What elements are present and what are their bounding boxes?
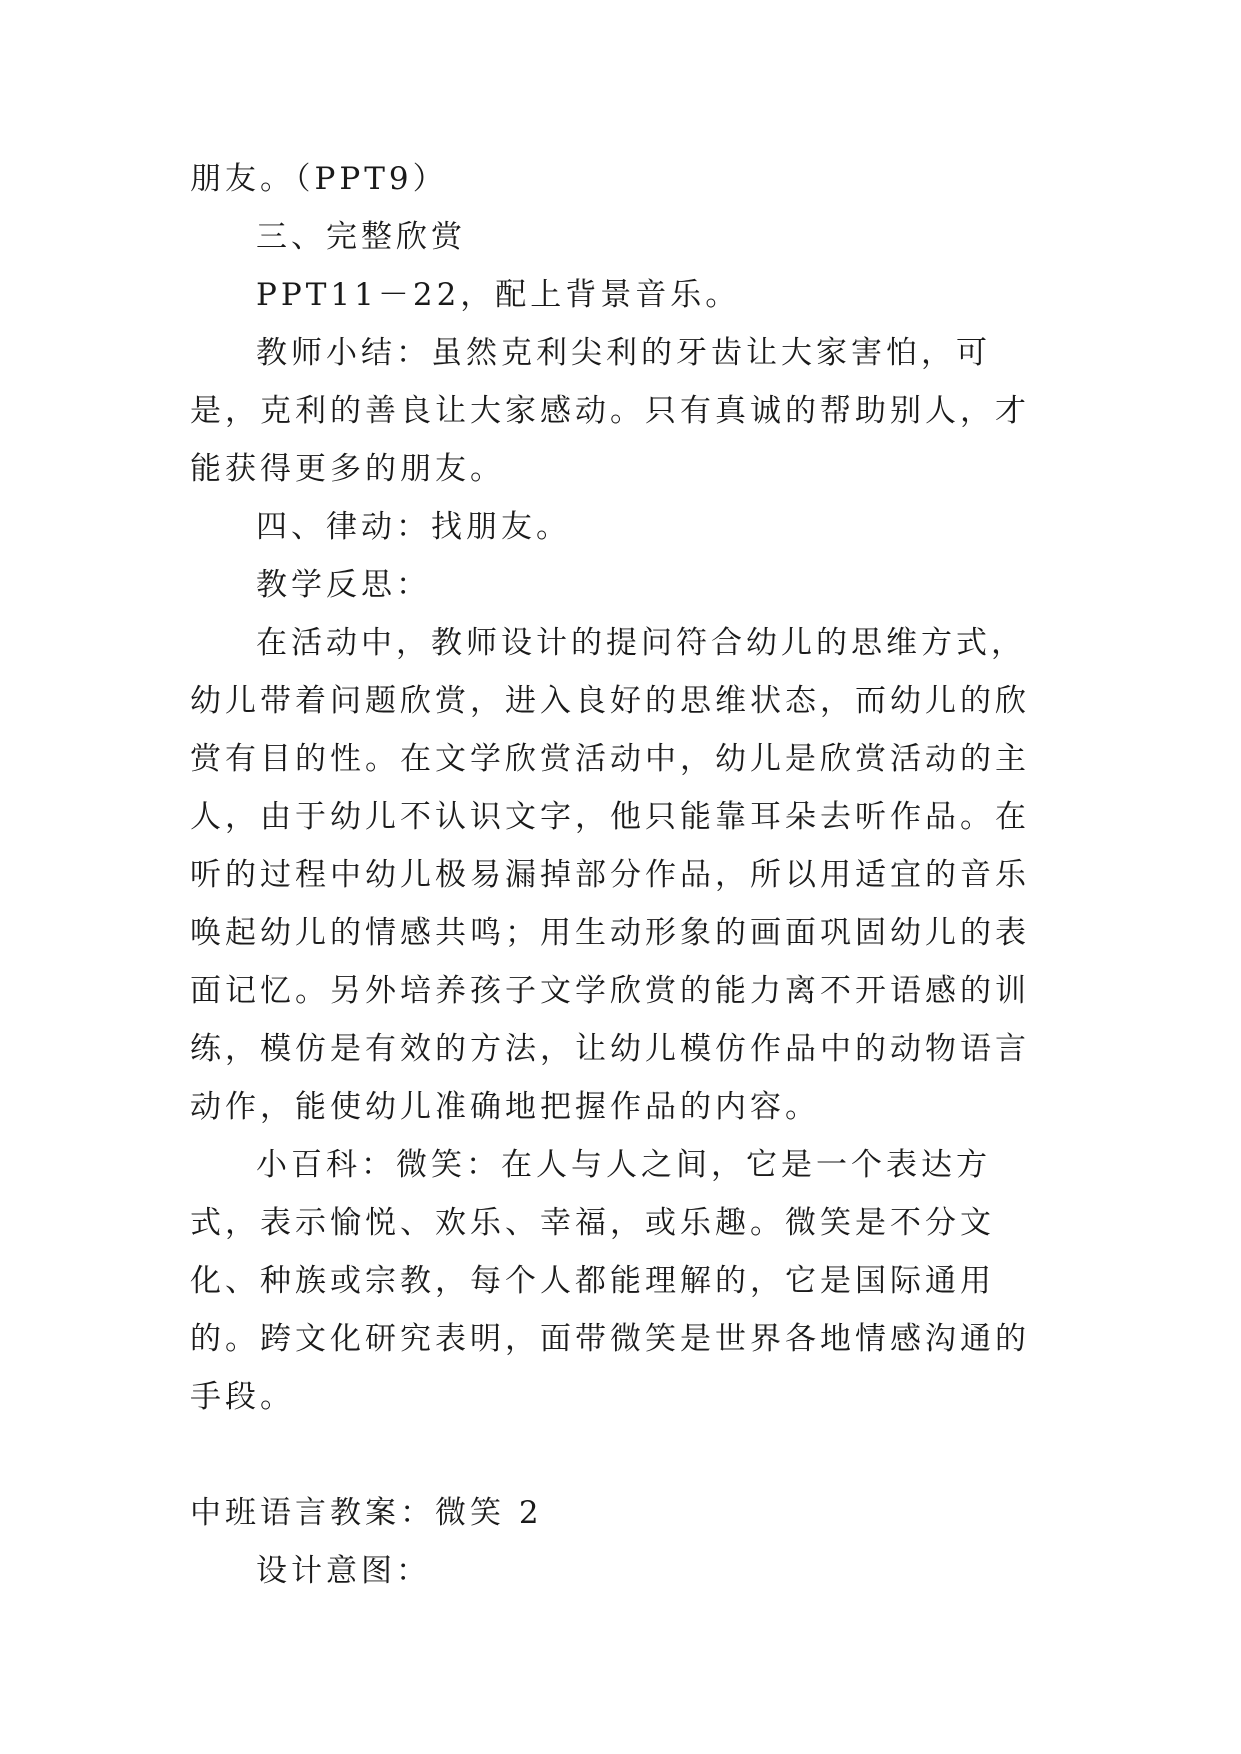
section-gap <box>190 1426 1060 1484</box>
paragraph-reflection-body: 在活动中，教师设计的提问符合幼儿的思维方式，幼儿带着问题欣赏，进入良好的思维状态，而幼儿的欣赏有目的性。在文学欣赏活动中，幼儿是欣赏活动的主人，由于幼儿不认识文字，他只能靠耳朵去听作品。在听的过程中幼儿极易漏掉部分作品，所以用适宜的音乐唤起幼儿的情感共鸣；用生动形象的画面巩固幼儿的表面记忆。另外培养孩子文学欣赏的能力离不开语感的训练，模仿是有效的方法，让幼儿模仿作品中的动物语言动作，能使幼儿准确地把握作品的内容。 <box>190 625 1030 1125</box>
paragraph-teacher-summary: 教师小结：虽然克利尖利的牙齿让大家害怕，可是，克利的善良让大家感动。只有真诚的帮助别人，才能获得更多的朋友。 <box>190 335 1030 487</box>
document-body <box>190 150 1060 1600</box>
heading-rhythm-activity: 四、律动：找朋友。 <box>256 509 571 545</box>
section-title: 中班语言教案：微笑 2 <box>190 1495 543 1531</box>
paragraph-continuation: 朋友。（PPT9） <box>190 161 448 197</box>
heading-complete-appreciation: 三、完整欣赏 <box>256 219 466 255</box>
paragraph-encyclopedia: 小百科：微笑：在人与人之间，它是一个表达方式，表示愉悦、欢乐、幸福，或乐趣。微笑是不分文化、种族或宗教，每个人都能理解的，它是国际通用的。跨文化研究表明，面带微笑是世界各地情感沟通的手段。 <box>190 1147 1030 1415</box>
heading-design-intent: 设计意图： <box>256 1553 431 1589</box>
heading-teaching-reflection: 教学反思： <box>256 567 431 603</box>
paragraph-ppt-music: PPT11－22，配上背景音乐。 <box>256 277 741 313</box>
